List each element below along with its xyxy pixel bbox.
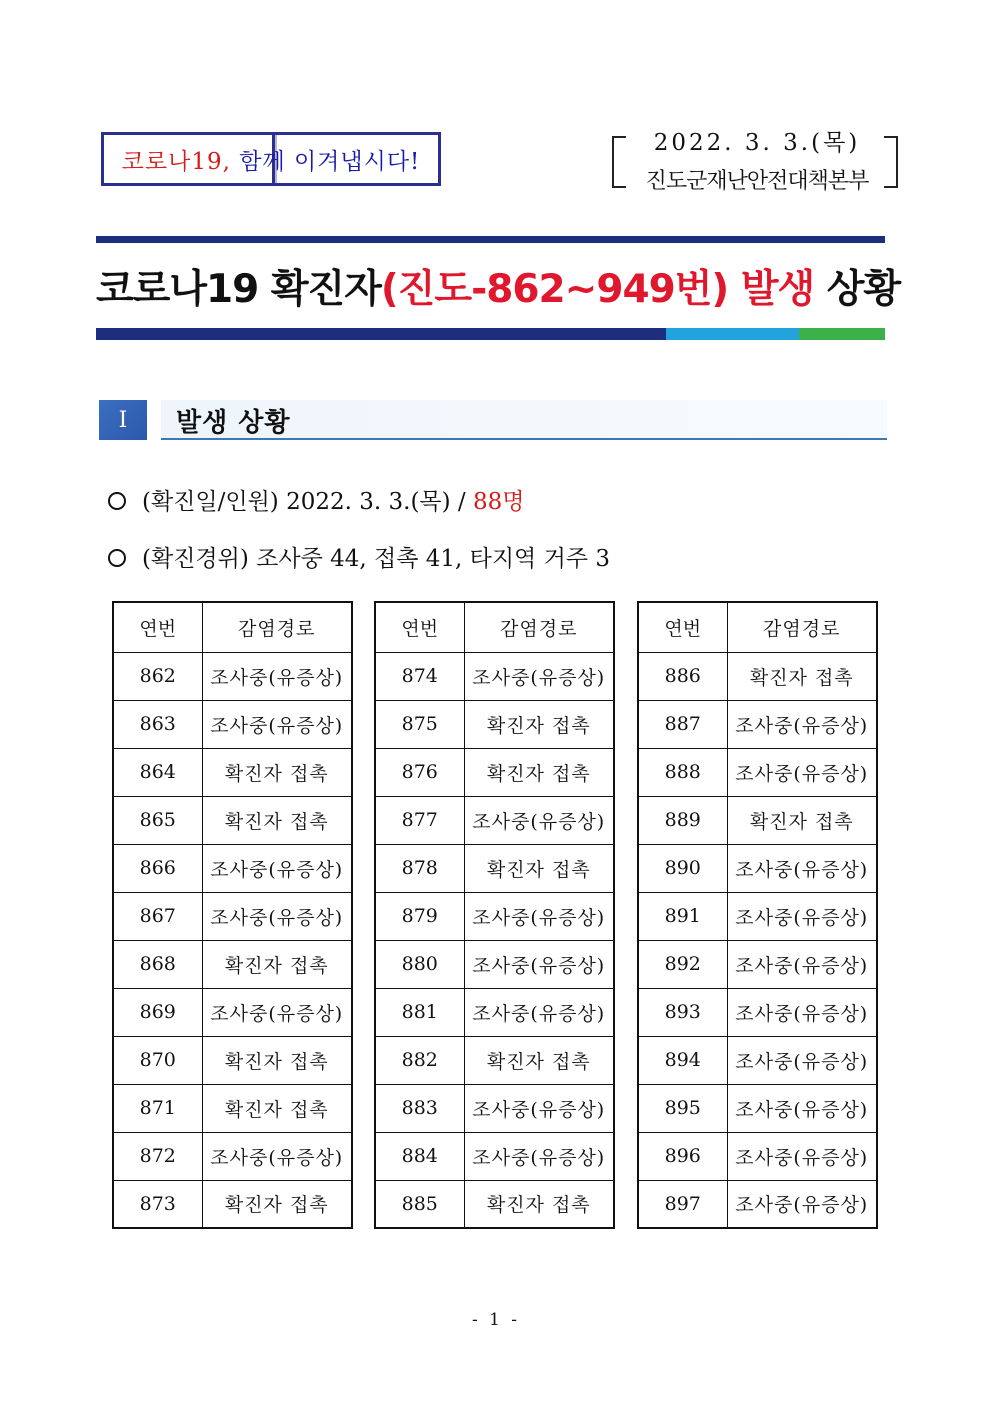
table-row [113,940,352,988]
circle-bullet-icon [108,549,126,567]
case-number-cell: 863 [113,700,202,748]
table-row [638,988,877,1036]
header-route: 감염경로 [464,602,614,652]
bullet-confirmed-label: (확진일/인원) 2022. 3. 3.(목) / [142,489,473,515]
infection-route-cell: 확진자 접촉 [727,796,877,844]
table-body [638,652,877,1228]
slogan-part1: 코로나19, [121,148,231,175]
infection-route-cell: 조사중(유증상) [727,988,877,1036]
case-number-cell: 887 [638,700,727,748]
case-number-cell: 884 [375,1132,464,1180]
case-number-cell: 869 [113,988,202,1036]
table-row [375,652,614,700]
infection-route-cell: 조사중(유증상) [464,1132,614,1180]
table-header-row [113,602,352,652]
table-row [638,652,877,700]
slogan-box [101,132,441,186]
date-org-block [612,124,898,194]
case-number-cell: 864 [113,748,202,796]
table-row [375,748,614,796]
header-route: 감염경로 [727,602,877,652]
case-table-3 [637,601,878,1229]
infection-route-cell: 조사중(유증상) [727,940,877,988]
header-no: 연번 [638,602,727,652]
case-number-cell: 862 [113,652,202,700]
infection-route-cell: 확진자 접촉 [202,796,352,844]
header-route: 감염경로 [202,602,352,652]
title-suffix: 상황 [814,267,901,312]
table-row [113,1084,352,1132]
infection-route-cell: 조사중(유증상) [202,1132,352,1180]
case-number-cell: 895 [638,1084,727,1132]
case-number-cell: 890 [638,844,727,892]
case-number-cell: 879 [375,892,464,940]
case-number-cell: 867 [113,892,202,940]
header-no: 연번 [375,602,464,652]
table-row [375,844,614,892]
case-number-cell: 882 [375,1036,464,1084]
table-body [113,652,352,1228]
table-row [113,1036,352,1084]
infection-route-cell: 조사중(유증상) [202,892,352,940]
table-row [638,700,877,748]
infection-route-cell: 조사중(유증상) [464,892,614,940]
infection-route-cell: 조사중(유증상) [727,1132,877,1180]
organization-name: 진도군재난안전대책본부 [645,169,869,194]
infection-route-cell: 확진자 접촉 [202,940,352,988]
case-number-cell: 888 [638,748,727,796]
infection-route-cell: 조사중(유증상) [202,700,352,748]
table-row [638,1084,877,1132]
table-row [638,940,877,988]
infection-route-cell: 조사중(유증상) [464,796,614,844]
header-no: 연번 [113,602,202,652]
table-row [375,796,614,844]
case-number-cell: 893 [638,988,727,1036]
table-row [638,844,877,892]
infection-route-cell: 확진자 접촉 [464,700,614,748]
infection-route-cell: 조사중(유증상) [727,1084,877,1132]
table-row [375,892,614,940]
table-row [638,796,877,844]
case-number-cell: 871 [113,1084,202,1132]
infection-route-cell: 확진자 접촉 [464,1180,614,1228]
case-number-cell: 880 [375,940,464,988]
title-bottom-rule [96,328,885,340]
table-row [113,652,352,700]
infection-route-cell: 조사중(유증상) [727,892,877,940]
infection-route-cell: 조사중(유증상) [464,652,614,700]
table-row [113,796,352,844]
infection-route-cell: 확진자 접촉 [464,844,614,892]
rule-segment-sky [666,328,799,340]
case-number-cell: 873 [113,1180,202,1228]
table-row [638,1132,877,1180]
table-row [113,844,352,892]
table-header-row [638,602,877,652]
case-number-cell: 868 [113,940,202,988]
case-number-cell: 874 [375,652,464,700]
table-row [113,988,352,1036]
table-row [638,892,877,940]
table-row [638,748,877,796]
title-highlight: (진도-862~949번) 발생 [380,267,815,312]
infection-route-cell: 조사중(유증상) [202,844,352,892]
case-number-cell: 866 [113,844,202,892]
case-number-cell: 876 [375,748,464,796]
table-row [375,1036,614,1084]
case-number-cell: 892 [638,940,727,988]
table-row [375,940,614,988]
table-row [113,892,352,940]
case-number-cell: 875 [375,700,464,748]
table-row [113,1180,352,1228]
table-row [375,1084,614,1132]
infection-route-cell: 조사중(유증상) [727,1036,877,1084]
report-date: 2022. 3. 3.(목) [653,130,861,156]
case-number-cell: 886 [638,652,727,700]
case-number-cell: 870 [113,1036,202,1084]
infection-route-cell: 조사중(유증상) [464,1084,614,1132]
case-number-cell: 897 [638,1180,727,1228]
table-row [375,700,614,748]
left-bracket [612,136,626,188]
slogan-text [104,135,438,183]
table-row [113,748,352,796]
rule-segment-navy [96,328,666,340]
section-number: I [99,400,147,440]
rule-segment-green [799,328,885,340]
page-title [96,258,901,314]
table-header-row [375,602,614,652]
table-row [113,1132,352,1180]
infection-route-cell: 확진자 접촉 [464,1036,614,1084]
circle-bullet-icon [108,492,126,510]
infection-route-cell: 확진자 접촉 [202,1036,352,1084]
bullet-infection-route [108,540,610,573]
case-number-cell: 877 [375,796,464,844]
case-number-cell: 894 [638,1036,727,1084]
case-number-cell: 883 [375,1084,464,1132]
table-row [638,1036,877,1084]
infection-route-cell: 확진자 접촉 [464,748,614,796]
infection-route-cell: 확진자 접촉 [727,652,877,700]
case-number-cell: 885 [375,1180,464,1228]
bullet-confirmed-count: 88명 [473,489,525,515]
case-number-cell: 878 [375,844,464,892]
infection-route-cell: 조사중(유증상) [464,940,614,988]
infection-route-cell: 확진자 접촉 [202,1084,352,1132]
case-table-1 [112,601,353,1229]
right-bracket [884,136,898,188]
table-row [375,988,614,1036]
case-number-cell: 881 [375,988,464,1036]
case-number-cell: 896 [638,1132,727,1180]
slogan-part2: 함께 이겨냅시다! [239,148,421,175]
table-row [113,700,352,748]
bullet-route-text: (확진경위) 조사중 44, 접촉 41, 타지역 거주 3 [142,546,610,572]
case-table-2 [374,601,615,1229]
title-top-rule [96,236,885,243]
infection-route-cell: 조사중(유증상) [727,1180,877,1228]
infection-route-cell: 조사중(유증상) [727,844,877,892]
table-body [375,652,614,1228]
case-number-cell: 891 [638,892,727,940]
infection-route-cell: 확진자 접촉 [202,1180,352,1228]
infection-route-cell: 확진자 접촉 [202,748,352,796]
page-number: - 1 - [471,1310,521,1330]
case-number-cell: 889 [638,796,727,844]
infection-route-cell: 조사중(유증상) [727,748,877,796]
title-prefix: 코로나19 확진자 [96,267,381,312]
case-number-cell: 865 [113,796,202,844]
infection-route-cell: 조사중(유증상) [727,700,877,748]
case-number-cell: 872 [113,1132,202,1180]
table-row [375,1132,614,1180]
infection-route-cell: 조사중(유증상) [202,988,352,1036]
infection-route-cell: 조사중(유증상) [202,652,352,700]
bullet-confirmed-date [108,483,525,516]
table-row [638,1180,877,1228]
infection-route-cell: 조사중(유증상) [464,988,614,1036]
section-title: 발생 상황 [176,408,291,438]
table-row [375,1180,614,1228]
